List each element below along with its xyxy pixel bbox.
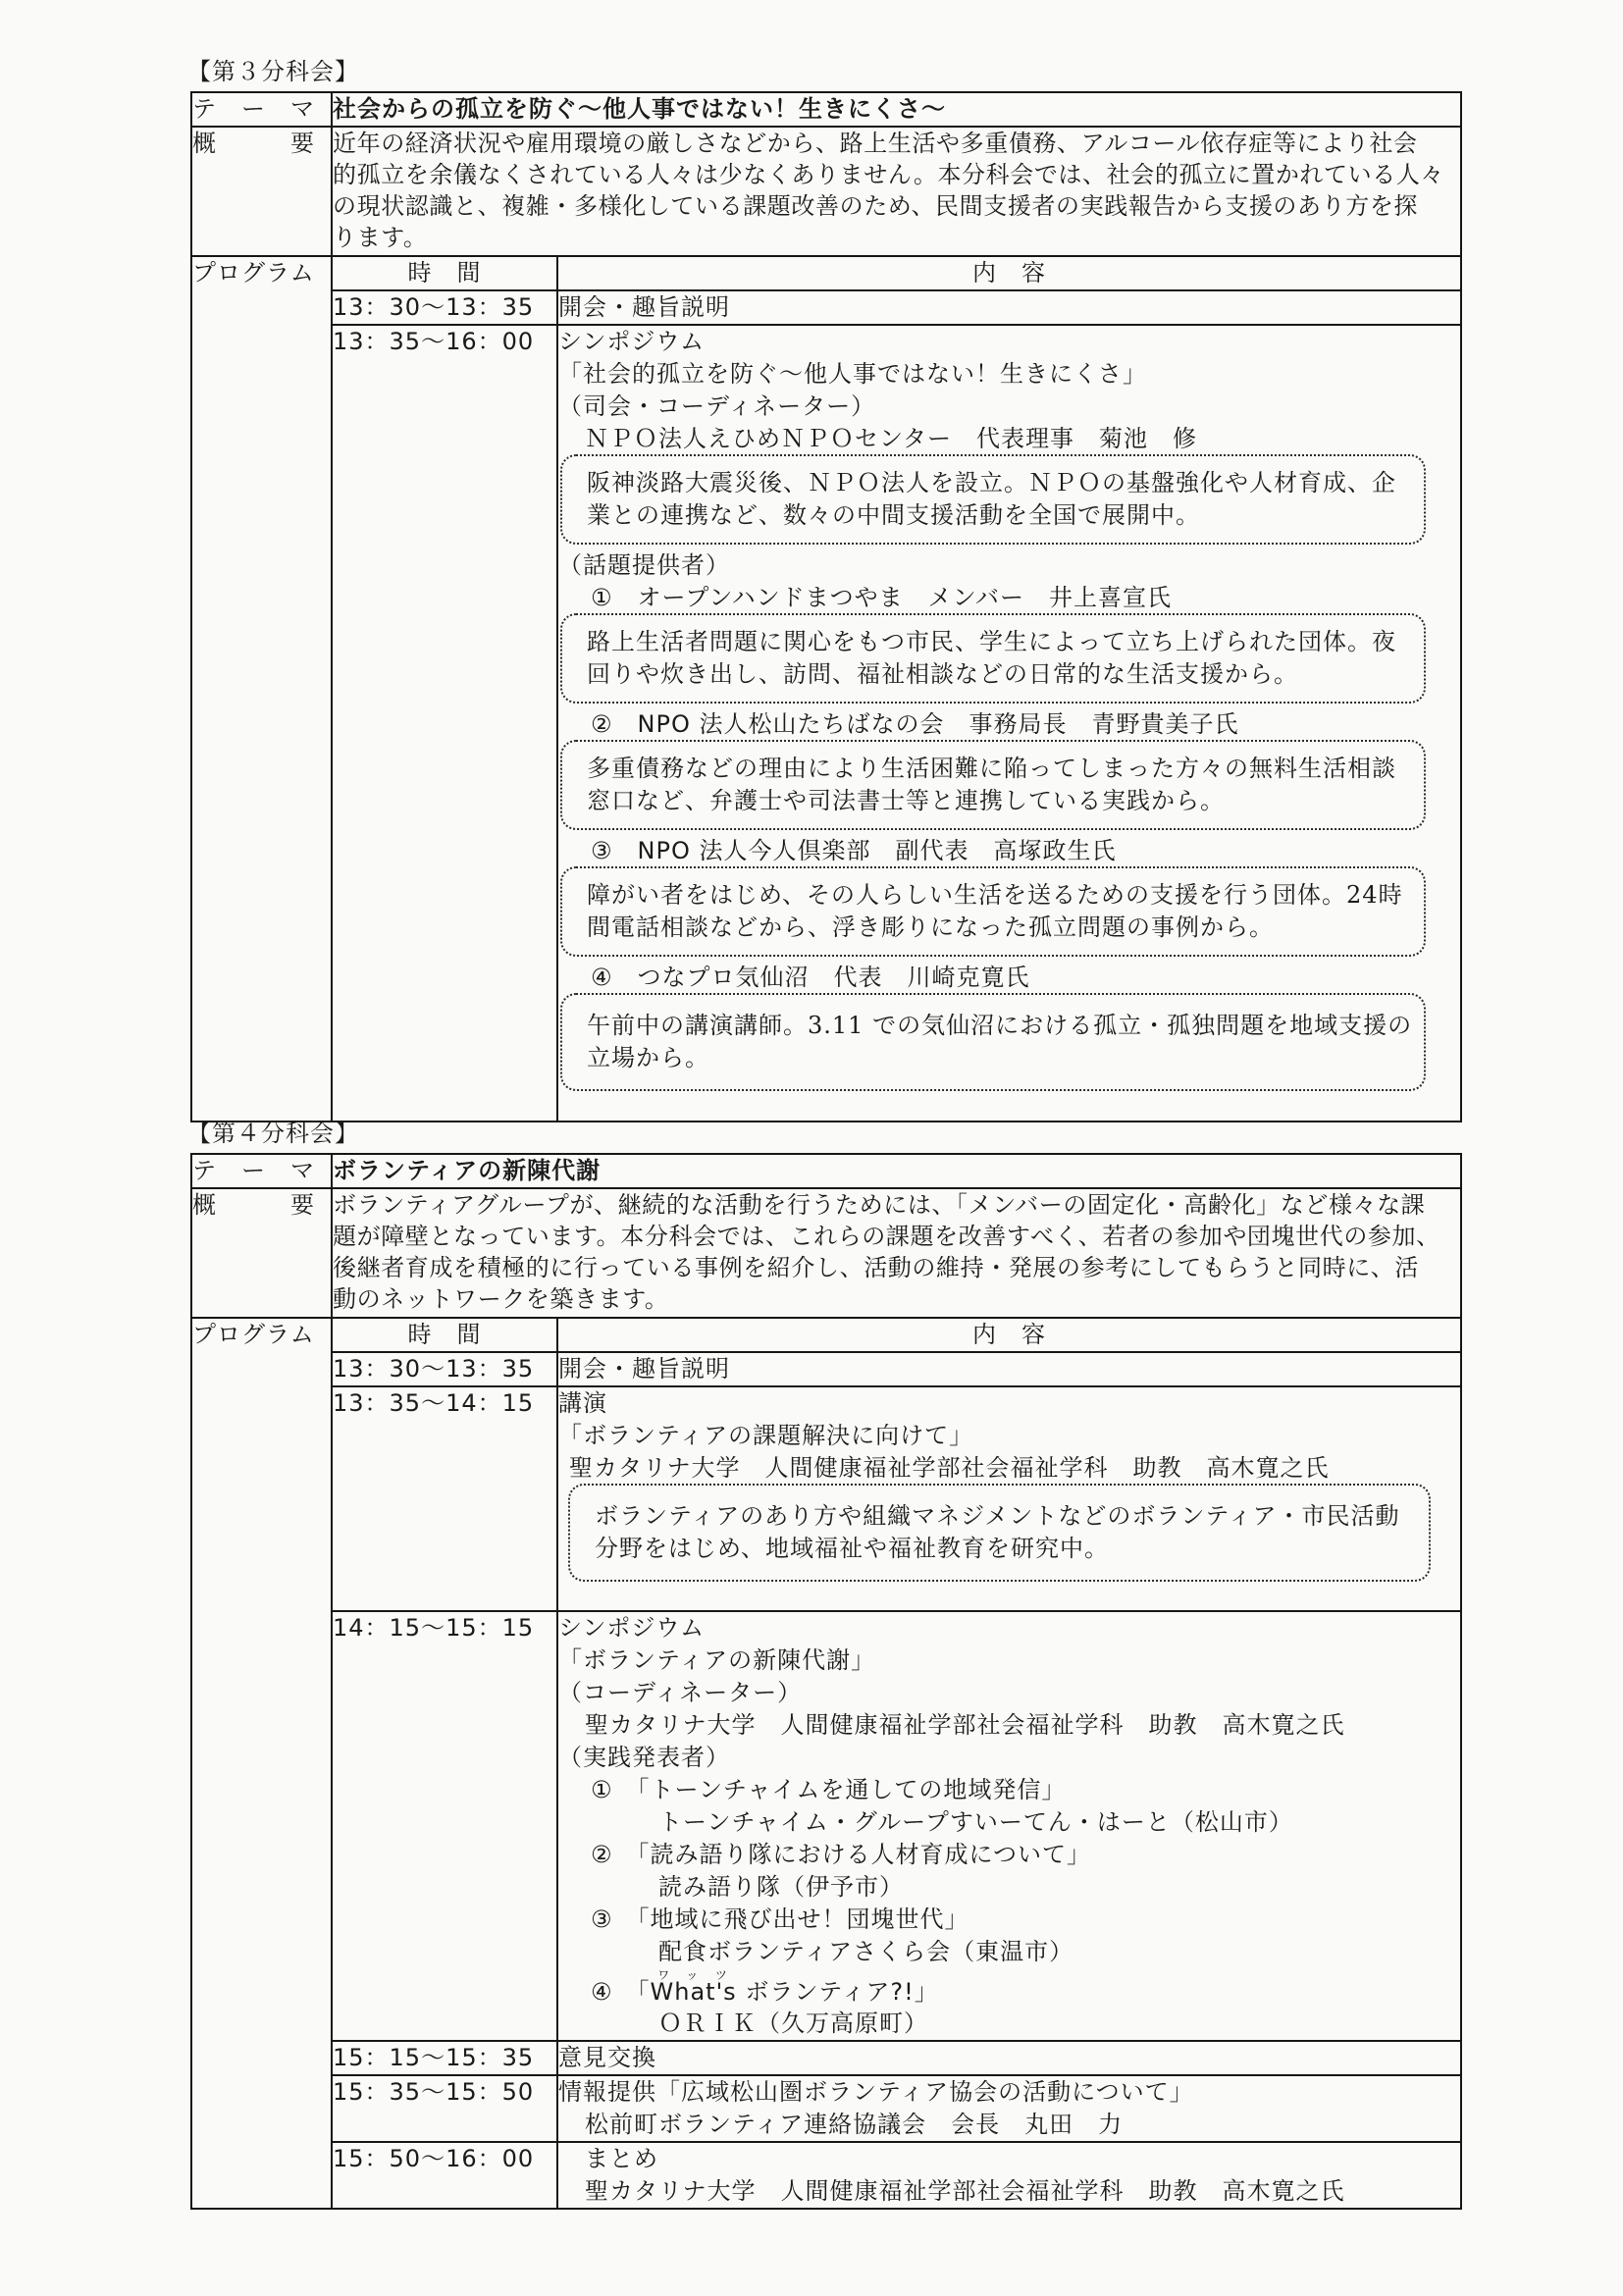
program-item: まとめ: [585, 2145, 658, 2172]
overview-line: の現状認識と、複雑・多様化している課題改善のため、民間支援者の実践報告から支援のあり方を探: [333, 192, 1419, 220]
time-cell: 13：30〜13：35: [332, 1352, 557, 1386]
overview-line: 後継者育成を積極的に行っている事例を紹介し、活動の維持・発展の参考にしてもらうと同時に、活: [333, 1254, 1419, 1281]
speaker-name: ③ NPO 法人今人倶楽部 副代表 高塚政生氏: [591, 837, 1117, 864]
time-cell: 13：35〜14：15: [332, 1386, 557, 1611]
coordinator-name: ＮＰＯ法人えひめＮＰＯセンター 代表理事 菊池 修: [585, 425, 1198, 452]
ruby-reading: ワッツ: [650, 1968, 737, 1982]
program-item: 松前町ボランティア連絡協議会 会長 丸田 力: [585, 2111, 1124, 2138]
session-3: [187, 52, 1460, 1122]
ruby-base: What's: [650, 1978, 737, 2006]
presenter-group: 配食ボランティアさくら会（東温市）: [658, 1938, 1074, 1965]
coordinator-label: （コーディネーター）: [558, 1679, 803, 1706]
program-item: 開会・趣旨説明: [558, 293, 730, 321]
program-title: シンポジウム: [558, 328, 706, 355]
title-prefix: ④ 「: [591, 1978, 651, 2006]
content-column-header: 内 容: [557, 1318, 1461, 1352]
program-subtitle: 「ボランティアの課題解決に向けて」: [558, 1422, 974, 1449]
ruby-word: [650, 1968, 737, 2006]
profile-line: 障がい者をはじめ、その人らしい生活を送るための支援を行う団体。24時: [587, 881, 1403, 909]
profile-line: 立場から。: [587, 1044, 709, 1071]
session-heading: 【第３分科会】: [187, 58, 359, 85]
profile-box: [568, 1484, 1431, 1582]
time-cell: 15：35〜15：50: [332, 2075, 557, 2142]
overview-text: [332, 127, 1461, 256]
time-cell: 15：15〜15：35: [332, 2041, 557, 2075]
program-item: 情報提供「広域松山圏ボランティア協会の活動について」: [558, 2078, 1194, 2106]
overview-label: 概 要: [191, 127, 332, 256]
speaker-name: ② NPO 法人松山たちばなの会 事務局長 青野貴美子氏: [591, 710, 1239, 738]
profile-line: 分野をはじめ、地域福祉や福祉教育を研究中。: [595, 1535, 1110, 1562]
time-cell: 13：35〜16：00: [332, 325, 557, 1122]
content-cell: [557, 325, 1461, 1122]
speaker-name: ④ つなプロ気仙沼 代表 川崎克寛氏: [591, 964, 1030, 991]
theme-label: テ ー マ: [191, 1154, 332, 1188]
content-cell: [557, 1352, 1461, 1386]
title-suffix: ボランティア?!」: [736, 1978, 939, 2006]
presentation-title: ③ 「地域に飛び出せ！団塊世代」: [591, 1905, 969, 1933]
theme-value: ボランティアの新陳代謝: [332, 1154, 1461, 1188]
presenter-group: 読み語り隊（伊予市）: [658, 1873, 904, 1901]
theme-value: 社会からの孤立を防ぐ〜他人事ではない！生きにくさ〜: [332, 92, 1461, 127]
lecturer-name: 聖カタリナ大学 人間健康福祉学部社会福祉学科 助教 高木寛之氏: [569, 1454, 1330, 1482]
coordinator-label: （司会・コーディネーター）: [558, 392, 876, 420]
profile-line: 阪神淡路大震災後、ＮＰＯ法人を設立。ＮＰＯの基盤強化や人材育成、企: [587, 469, 1396, 496]
program-subtitle: 「社会的孤立を防ぐ〜他人事ではない！生きにくさ」: [558, 360, 1147, 388]
profile-line: 多重債務などの理由により生活困難に陥ってしまった方々の無料生活相談: [587, 755, 1396, 782]
program-item: 聖カタリナ大学 人間健康福祉学部社会福祉学科 助教 高木寛之氏: [585, 2177, 1345, 2205]
program-title: 講演: [558, 1389, 607, 1417]
overview-line: 動のネットワークを築きます。: [333, 1285, 669, 1313]
session-4: [187, 1114, 1460, 2210]
overview-line: ボランティアグループが、継続的な活動を行うためには、「メンバーの固定化・高齢化」など様々な課: [333, 1191, 1426, 1219]
time-cell: 14：15〜15：15: [332, 1611, 557, 2041]
content-cell: [557, 2142, 1461, 2209]
presenter-group: ＯＲＩＫ（久万高原町）: [658, 2009, 928, 2037]
profile-box: [560, 454, 1426, 545]
profile-line: 午前中の講演講師。3.11 での気仙沼における孤立・孤独問題を地域支援の: [587, 1012, 1413, 1039]
theme-label: テ ー マ: [191, 92, 332, 127]
speakers-label: （話題提供者）: [558, 551, 730, 579]
session-table: [190, 91, 1462, 1122]
overview-line: 題が障壁となっています。本分科会では、これらの課題を改善すべく、若者の参加や団塊世代の参加、: [333, 1223, 1440, 1250]
content-column-header: 内 容: [557, 256, 1461, 290]
content-cell: [557, 2041, 1461, 2075]
overview-line: ります。: [333, 224, 428, 251]
time-column-header: 時 間: [332, 1318, 557, 1352]
program-item: 開会・趣旨説明: [558, 1355, 730, 1383]
overview-text: [332, 1188, 1461, 1318]
overview-line: 近年の経済状況や雇用環境の厳しさなどから、路上生活や多重債務、アルコール依存症等により社会: [333, 130, 1418, 157]
presenters-label: （実践発表者）: [558, 1744, 730, 1771]
profile-line: 路上生活者問題に関心をもつ市民、学生によって立ち上げられた団体。夜: [587, 628, 1396, 655]
content-cell: [557, 290, 1461, 325]
speaker-name: ① オープンハンドまつやま メンバー 井上喜宣氏: [591, 584, 1172, 611]
time-cell: 15：50〜16：00: [332, 2142, 557, 2209]
session-heading: 【第４分科会】: [187, 1120, 359, 1147]
time-column-header: 時 間: [332, 256, 557, 290]
profile-line: 回りや炊き出し、訪問、福祉相談などの日常的な生活支援から。: [587, 660, 1298, 688]
profile-box: [560, 993, 1426, 1091]
presentation-title: ② 「読み語り隊における人材育成について」: [591, 1841, 1092, 1868]
content-cell: [557, 1386, 1461, 1611]
profile-box: [560, 866, 1426, 957]
program-subtitle: 「ボランティアの新陳代謝」: [558, 1646, 876, 1674]
coordinator-name: 聖カタリナ大学 人間健康福祉学部社会福祉学科 助教 高木寛之氏: [585, 1711, 1345, 1739]
profile-line: 業との連携など、数々の中間支援活動を全国で展開中。: [587, 501, 1200, 529]
content-cell: [557, 2075, 1461, 2142]
program-item: 意見交換: [558, 2044, 656, 2071]
overview-line: 的孤立を余儀なくされている人々は少なくありません。本分科会では、社会的孤立に置かれている人々: [333, 161, 1445, 188]
profile-box: [560, 740, 1426, 830]
session-table: [190, 1153, 1462, 2210]
program-label: プログラム: [191, 256, 332, 1122]
program-title: シンポジウム: [558, 1614, 706, 1642]
overview-label: 概 要: [191, 1188, 332, 1318]
profile-line: 間電話相談などから、浮き彫りになった孤立問題の事例から。: [587, 913, 1274, 941]
profile-box: [560, 613, 1426, 704]
profile-line: 窓口など、弁護士や司法書士等と連携している実践から。: [587, 787, 1225, 814]
profile-line: ボランティアのあり方や組織マネジメントなどのボランティア・市民活動: [595, 1502, 1400, 1530]
time-cell: 13：30〜13：35: [332, 290, 557, 325]
program-label: プログラム: [191, 1318, 332, 2209]
presentation-title: [558, 1968, 1460, 2008]
presentation-title: ① 「トーンチャイムを通しての地域発信」: [591, 1776, 1067, 1803]
presenter-group: トーンチャイム・グループすいーてん・はーと（松山市）: [658, 1808, 1293, 1836]
content-cell: [557, 1611, 1461, 2041]
